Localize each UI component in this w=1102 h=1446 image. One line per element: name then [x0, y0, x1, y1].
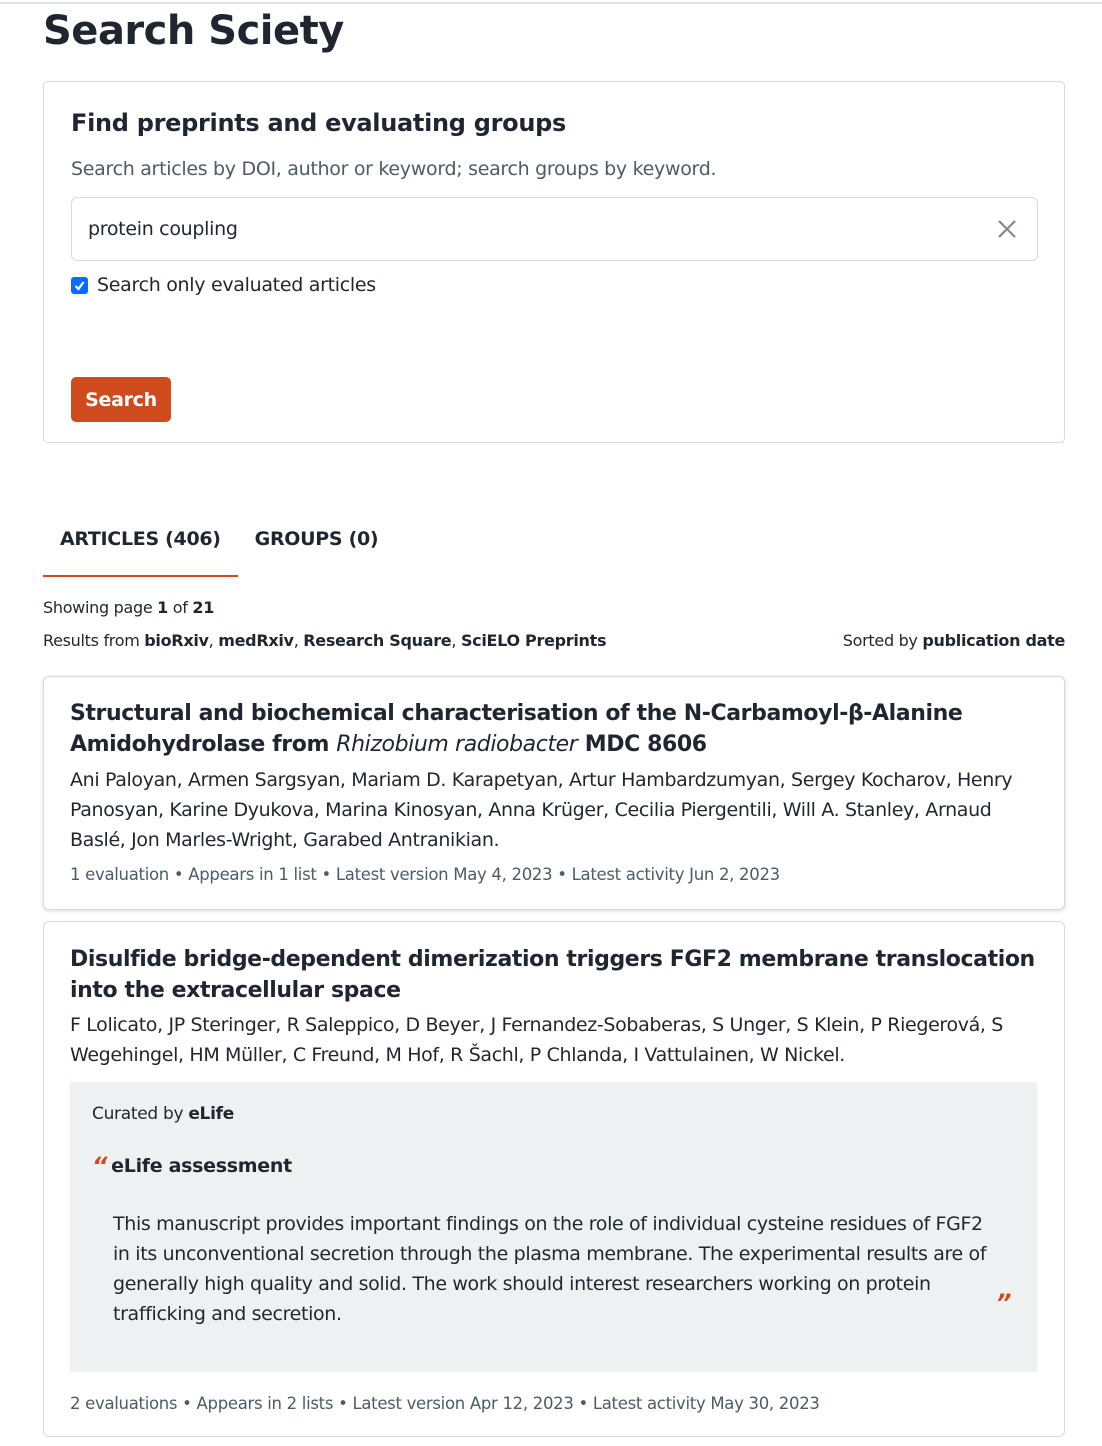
source-medrxiv: medRxiv — [218, 631, 294, 650]
checkmark-icon — [73, 279, 86, 292]
article-title-italic: Rhizobium radiobacter — [336, 732, 578, 757]
source-biorxiv: bioRxiv — [144, 631, 209, 650]
search-input[interactable] — [88, 198, 968, 260]
total-pages: 21 — [192, 598, 215, 617]
article-title-link[interactable] — [70, 698, 1045, 760]
sort-value: publication date — [922, 631, 1065, 650]
search-button[interactable]: Search — [71, 377, 171, 422]
article-title-link[interactable]: Disulfide bridge-dependent dimerization triggers FGF2 membrane translocation into the extracellular space — [70, 947, 1035, 1003]
assessment-body: This manuscript provides important findings on the role of individual cysteine residues of FGF2 in its unconventional secretion through the plasma membrane. The experimental results are of generally high quality and solid. The work should interest researchers working on protein trafficking and secretion. — [113, 1213, 987, 1325]
clear-search-button[interactable] — [995, 217, 1019, 241]
tab-articles[interactable]: ARTICLES (406) — [43, 520, 238, 577]
curator-name: eLife — [188, 1104, 234, 1124]
current-page: 1 — [157, 598, 168, 617]
curated-by-prefix: Curated by — [92, 1104, 189, 1124]
article-meta: 2 evaluations • Appears in 2 lists • Latest version Apr 12, 2023 • Latest activity May 30, 2023 — [70, 1394, 820, 1413]
evaluated-only-checkbox[interactable] — [71, 277, 88, 294]
source-research-square: Research Square — [303, 631, 452, 650]
article-authors: Ani Paloyan, Armen Sargsyan, Mariam D. Karapetyan, Artur Hambardzumyan, Sergey Kocharov, Henry Panosyan, Karine Dyukova, Marina Kinosyan, Anna Krüger, Cecilia Piergentili, Will A. Stanley, Arnaud Baslé, Jon Marles-Wright, Garabed Antranikian. — [70, 769, 1013, 851]
article-title-text: Structural and biochemical characterisation of the N-Carbamoyl-β-Alanine Amidohydrolase from — [70, 701, 963, 757]
page-title: Search Sciety — [43, 8, 344, 54]
results-tabs — [43, 520, 395, 577]
assessment-heading — [92, 1150, 292, 1178]
search-heading: Find preprints and evaluating groups — [71, 109, 566, 137]
search-help-text: Search articles by DOI, author or keyword; search groups by keyword. — [71, 158, 717, 180]
close-icon — [995, 217, 1019, 241]
article-card[interactable] — [43, 676, 1065, 910]
page-info-prefix: Showing page — [43, 598, 158, 617]
page-info-of: of — [168, 598, 193, 617]
tab-groups[interactable]: GROUPS (0) — [254, 528, 379, 550]
curation-statement — [70, 1082, 1037, 1372]
search-input-container — [71, 197, 1038, 261]
article-card[interactable] — [43, 921, 1065, 1437]
search-form-card — [43, 81, 1065, 443]
results-sources: Results from bioRxiv, medRxiv, Research Square, SciELO Preprints — [43, 631, 607, 650]
sort-prefix: Sorted by — [842, 631, 923, 650]
evaluated-only-option[interactable] — [71, 274, 376, 296]
top-border — [0, 2, 1102, 4]
article-authors: F Lolicato, JP Steringer, R Saleppico, D Beyer, J Fernandez-Sobaberas, S Unger, S Klein, P Riegerová, S Wegehingel, HM Müller, C Freund, M Hof, R Šachl, P Chlanda, I Vattulainen, W Nickel. — [70, 1014, 1004, 1066]
article-meta: 1 evaluation • Appears in 1 list • Latest version May 4, 2023 • Latest activity Jun 2, 2023 — [70, 865, 780, 884]
sort-info — [843, 631, 1065, 650]
evaluated-only-label: Search only evaluated articles — [97, 274, 376, 296]
source-scielo: SciELO Preprints — [460, 631, 607, 650]
page-info — [43, 598, 214, 617]
sources-prefix: Results from — [43, 631, 145, 650]
assessment-title: eLife assessment — [111, 1155, 292, 1177]
article-title-suffix: MDC 8606 — [577, 732, 707, 757]
open-quote-icon: “ — [92, 1152, 108, 1180]
close-quote-icon: ” — [996, 1289, 1012, 1317]
curated-by — [92, 1104, 234, 1124]
